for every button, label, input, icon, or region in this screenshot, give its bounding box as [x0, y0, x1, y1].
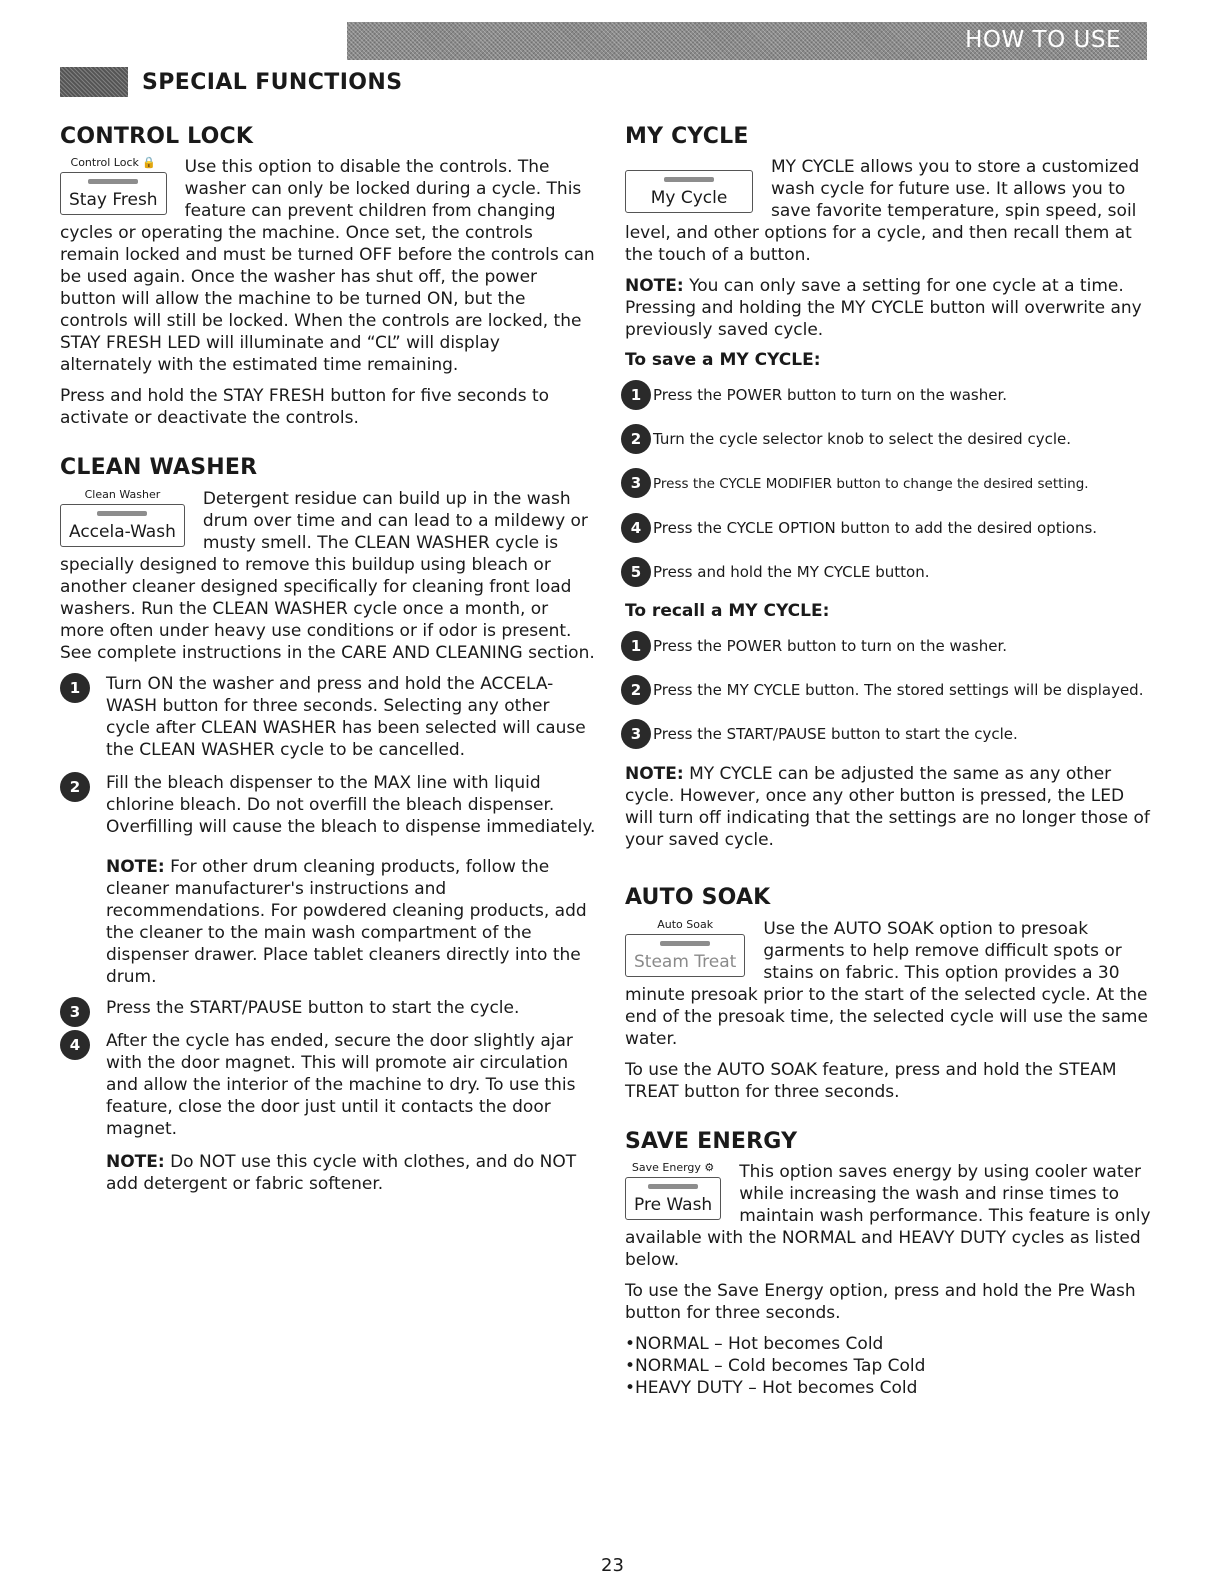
list-item: 4 Press the CYCLE OPTION button to add the desired options. [625, 513, 1155, 543]
pre-wash-label: Pre Wash [634, 1195, 713, 1216]
list-item: •NORMAL – Hot becomes Cold [625, 1334, 884, 1355]
my-cycle-section [625, 124, 1155, 851]
list-item: 3 Press the START/PAUSE button to start the cycle. [625, 719, 1155, 749]
step-number-icon: 4 [60, 1030, 90, 1060]
save-energy-description: This option saves energy by using cooler water while increasing the wash and rinse times to maintain wash performance. This feature is only available with the NORMAL and HEAVY DUTY cycles as listed below. [625, 1162, 1151, 1271]
auto-soak-caption: Auto Soak [657, 917, 714, 931]
steam-treat-label: Steam Treat [634, 951, 737, 972]
steam-treat-button-drawing [625, 934, 745, 977]
my-cycle-note-2: NOTE: MY CYCLE can be adjusted the same as any other cycle. However, once any other button is pressed, the LED will turn off indicating that the settings are no longer those of your saved cycle. [625, 764, 1150, 851]
led-indicator [648, 1184, 698, 1189]
accela-wash-button-figure [60, 488, 185, 547]
left-column [60, 124, 596, 1221]
list-item: 2 Turn the cycle selector knob to select the desired cycle. [625, 424, 1155, 454]
page-number: 23 [601, 1555, 624, 1576]
save-energy-instruction: To use the Save Energy option, press and hold the Pre Wash button for three seconds. [625, 1281, 1136, 1324]
led-indicator [97, 511, 147, 516]
my-cycle-button-figure [625, 170, 753, 213]
accela-wash-label: Accela-Wash [69, 521, 176, 542]
right-column [625, 124, 1155, 1425]
clean-washer-steps-continued [60, 997, 596, 1140]
save-my-cycle-steps [625, 380, 1155, 587]
step-number-icon: 4 [621, 513, 651, 543]
clean-washer-caption: Clean Washer [84, 487, 161, 501]
section-tab-title: HOW TO USE [965, 27, 1121, 53]
control-lock-caption: Control Lock 🔒 [70, 156, 157, 170]
list-item: •HEAVY DUTY – Hot becomes Cold [625, 1378, 918, 1399]
my-cycle-button-drawing [625, 170, 753, 213]
save-energy-list [625, 1333, 1155, 1399]
list-item: 1 Turn ON the washer and press and hold the ACCELA-WASH button for three seconds. Selecting any other cycle after CLEAN WASHER has been selected will cause the CLEAN WASHER cycle to be cancelled. [60, 673, 596, 761]
save-energy-section [625, 1129, 1155, 1399]
page-title: SPECIAL FUNCTIONS [142, 69, 403, 95]
auto-soak-instruction: To use the AUTO SOAK feature, press and hold the STEAM TREAT button for three seconds. [625, 1059, 1117, 1102]
led-indicator [664, 177, 714, 182]
save-energy-caption: Save Energy ⚙ [631, 1161, 715, 1175]
led-indicator [88, 179, 138, 184]
clean-washer-steps [60, 673, 596, 838]
step-number-icon: 2 [621, 424, 651, 454]
recall-my-cycle-heading: To recall a MY CYCLE: [625, 601, 830, 622]
lock-icon: 🔒 [142, 156, 157, 170]
clean-washer-heading: CLEAN WASHER [60, 455, 258, 481]
clean-washer-note: NOTE: For other drum cleaning products, follow the cleaner manufacturer's instructions and recommendations. For powdered cleaning products, add the cleaner to the main wash compartment of the dispenser drawer. Place tablet cleaners directly into the drum. [106, 856, 587, 987]
my-cycle-label: My Cycle [650, 188, 728, 209]
list-item: 2 Press the MY CYCLE button. The stored settings will be displayed. [625, 675, 1155, 705]
steam-treat-button-figure [625, 918, 745, 977]
step-number-icon: 5 [621, 557, 651, 587]
step-number-icon: 3 [60, 997, 90, 1027]
step-number-icon: 1 [621, 380, 651, 410]
clean-washer-description: Detergent residue can build up in the wash drum over time and can lead to a mildewy or musty smell. The CLEAN WASHER cycle is specially designed to remove this buildup using bleach or another cleaner designed specifically for cleaning front load washers. Run the CLEAN WASHER cycle once a month, or more often under heavy use conditions or if odor is present. See complete instructions in the CARE AND CLEANING section. [60, 488, 595, 663]
clean-washer-warning: NOTE: Do NOT use this cycle with clothes, and do NOT add detergent or fabric softener. [106, 1151, 577, 1194]
list-item: 3 Press the START/PAUSE button to start the cycle. [60, 997, 596, 1019]
step-number-icon: 2 [621, 675, 651, 705]
auto-soak-description: Use the AUTO SOAK option to presoak garments to help remove difficult spots or stains on fabric. This option provides a 30 minute presoak prior to the start of the selected cycle. At the end of the presoak time, the selected cycle will use the same water. [625, 918, 1148, 1049]
recall-my-cycle-steps [625, 631, 1155, 749]
auto-soak-heading: AUTO SOAK [625, 885, 771, 911]
stay-fresh-button-drawing [60, 172, 167, 215]
list-item: 1 Press the POWER button to turn on the washer. [625, 380, 1155, 410]
step-number-icon: 1 [621, 631, 651, 661]
my-cycle-heading: MY CYCLE [625, 124, 749, 149]
energy-icon: ⚙ [704, 1161, 715, 1175]
control-lock-section [60, 124, 596, 429]
step-number-icon: 3 [621, 719, 651, 749]
pre-wash-button-figure [625, 1161, 721, 1220]
accela-wash-button-drawing [60, 504, 185, 547]
control-lock-instruction: Press and hold the STAY FRESH button for five seconds to activate or deactivate the controls. [60, 386, 550, 429]
control-lock-heading: CONTROL LOCK [60, 124, 254, 149]
list-item: 2 Fill the bleach dispenser to the MAX line with liquid chlorine bleach. Do not overfill the bleach dispenser. Overfilling will cause the bleach to dispense immediately. [60, 772, 596, 838]
clean-washer-section [60, 455, 596, 1194]
list-item: •NORMAL – Cold becomes Tap Cold [625, 1356, 926, 1377]
step-number-icon: 1 [60, 673, 90, 703]
list-item: 1 Press the POWER button to turn on the washer. [625, 631, 1155, 661]
auto-soak-section [625, 885, 1155, 1102]
step-number-icon: 3 [621, 468, 651, 498]
led-indicator [660, 941, 710, 946]
list-item: 3 Press the CYCLE MODIFIER button to change the desired setting. [625, 468, 1155, 499]
section-tab-band [347, 22, 1147, 60]
list-item: 4 After the cycle has ended, secure the door slightly ajar with the door magnet. This will promote air circulation and allow the interior of the machine to dry. To use this feature, close the door just until it contacts the door magnet. [60, 1030, 596, 1140]
control-lock-description: Use this option to disable the controls. The washer can only be locked during a cycle. This feature can prevent children from changing cycles or operating the machine. Once set, the controls remain locked and must be turned OFF before the controls can be used again. Once the washer has shut off, the power button will allow the machine to be turned ON, but the controls will still be locked. When the controls are locked, the STAY FRESH LED will illuminate and “CL” will display alternately with the estimated time remaining. [60, 157, 595, 376]
page-header [60, 66, 402, 98]
pre-wash-button-drawing [625, 1177, 721, 1220]
my-cycle-description: MY CYCLE allows you to store a customized wash cycle for future use. It allows you to save favorite temperature, spin speed, soil level, and other options for a cycle, and then recall them at the touch of a button. [625, 157, 1140, 266]
stay-fresh-label: Stay Fresh [69, 190, 158, 211]
stay-fresh-button-figure [60, 156, 167, 215]
header-marker [60, 67, 128, 97]
step-number-icon: 2 [60, 772, 90, 802]
save-energy-heading: SAVE ENERGY [625, 1128, 798, 1154]
list-item: 5 Press and hold the MY CYCLE button. [625, 557, 1155, 587]
save-my-cycle-heading: To save a MY CYCLE: [625, 350, 821, 371]
my-cycle-note: NOTE: You can only save a setting for one cycle at a time. Pressing and holding the MY CYCLE button will overwrite any previously saved cycle. [625, 276, 1142, 341]
